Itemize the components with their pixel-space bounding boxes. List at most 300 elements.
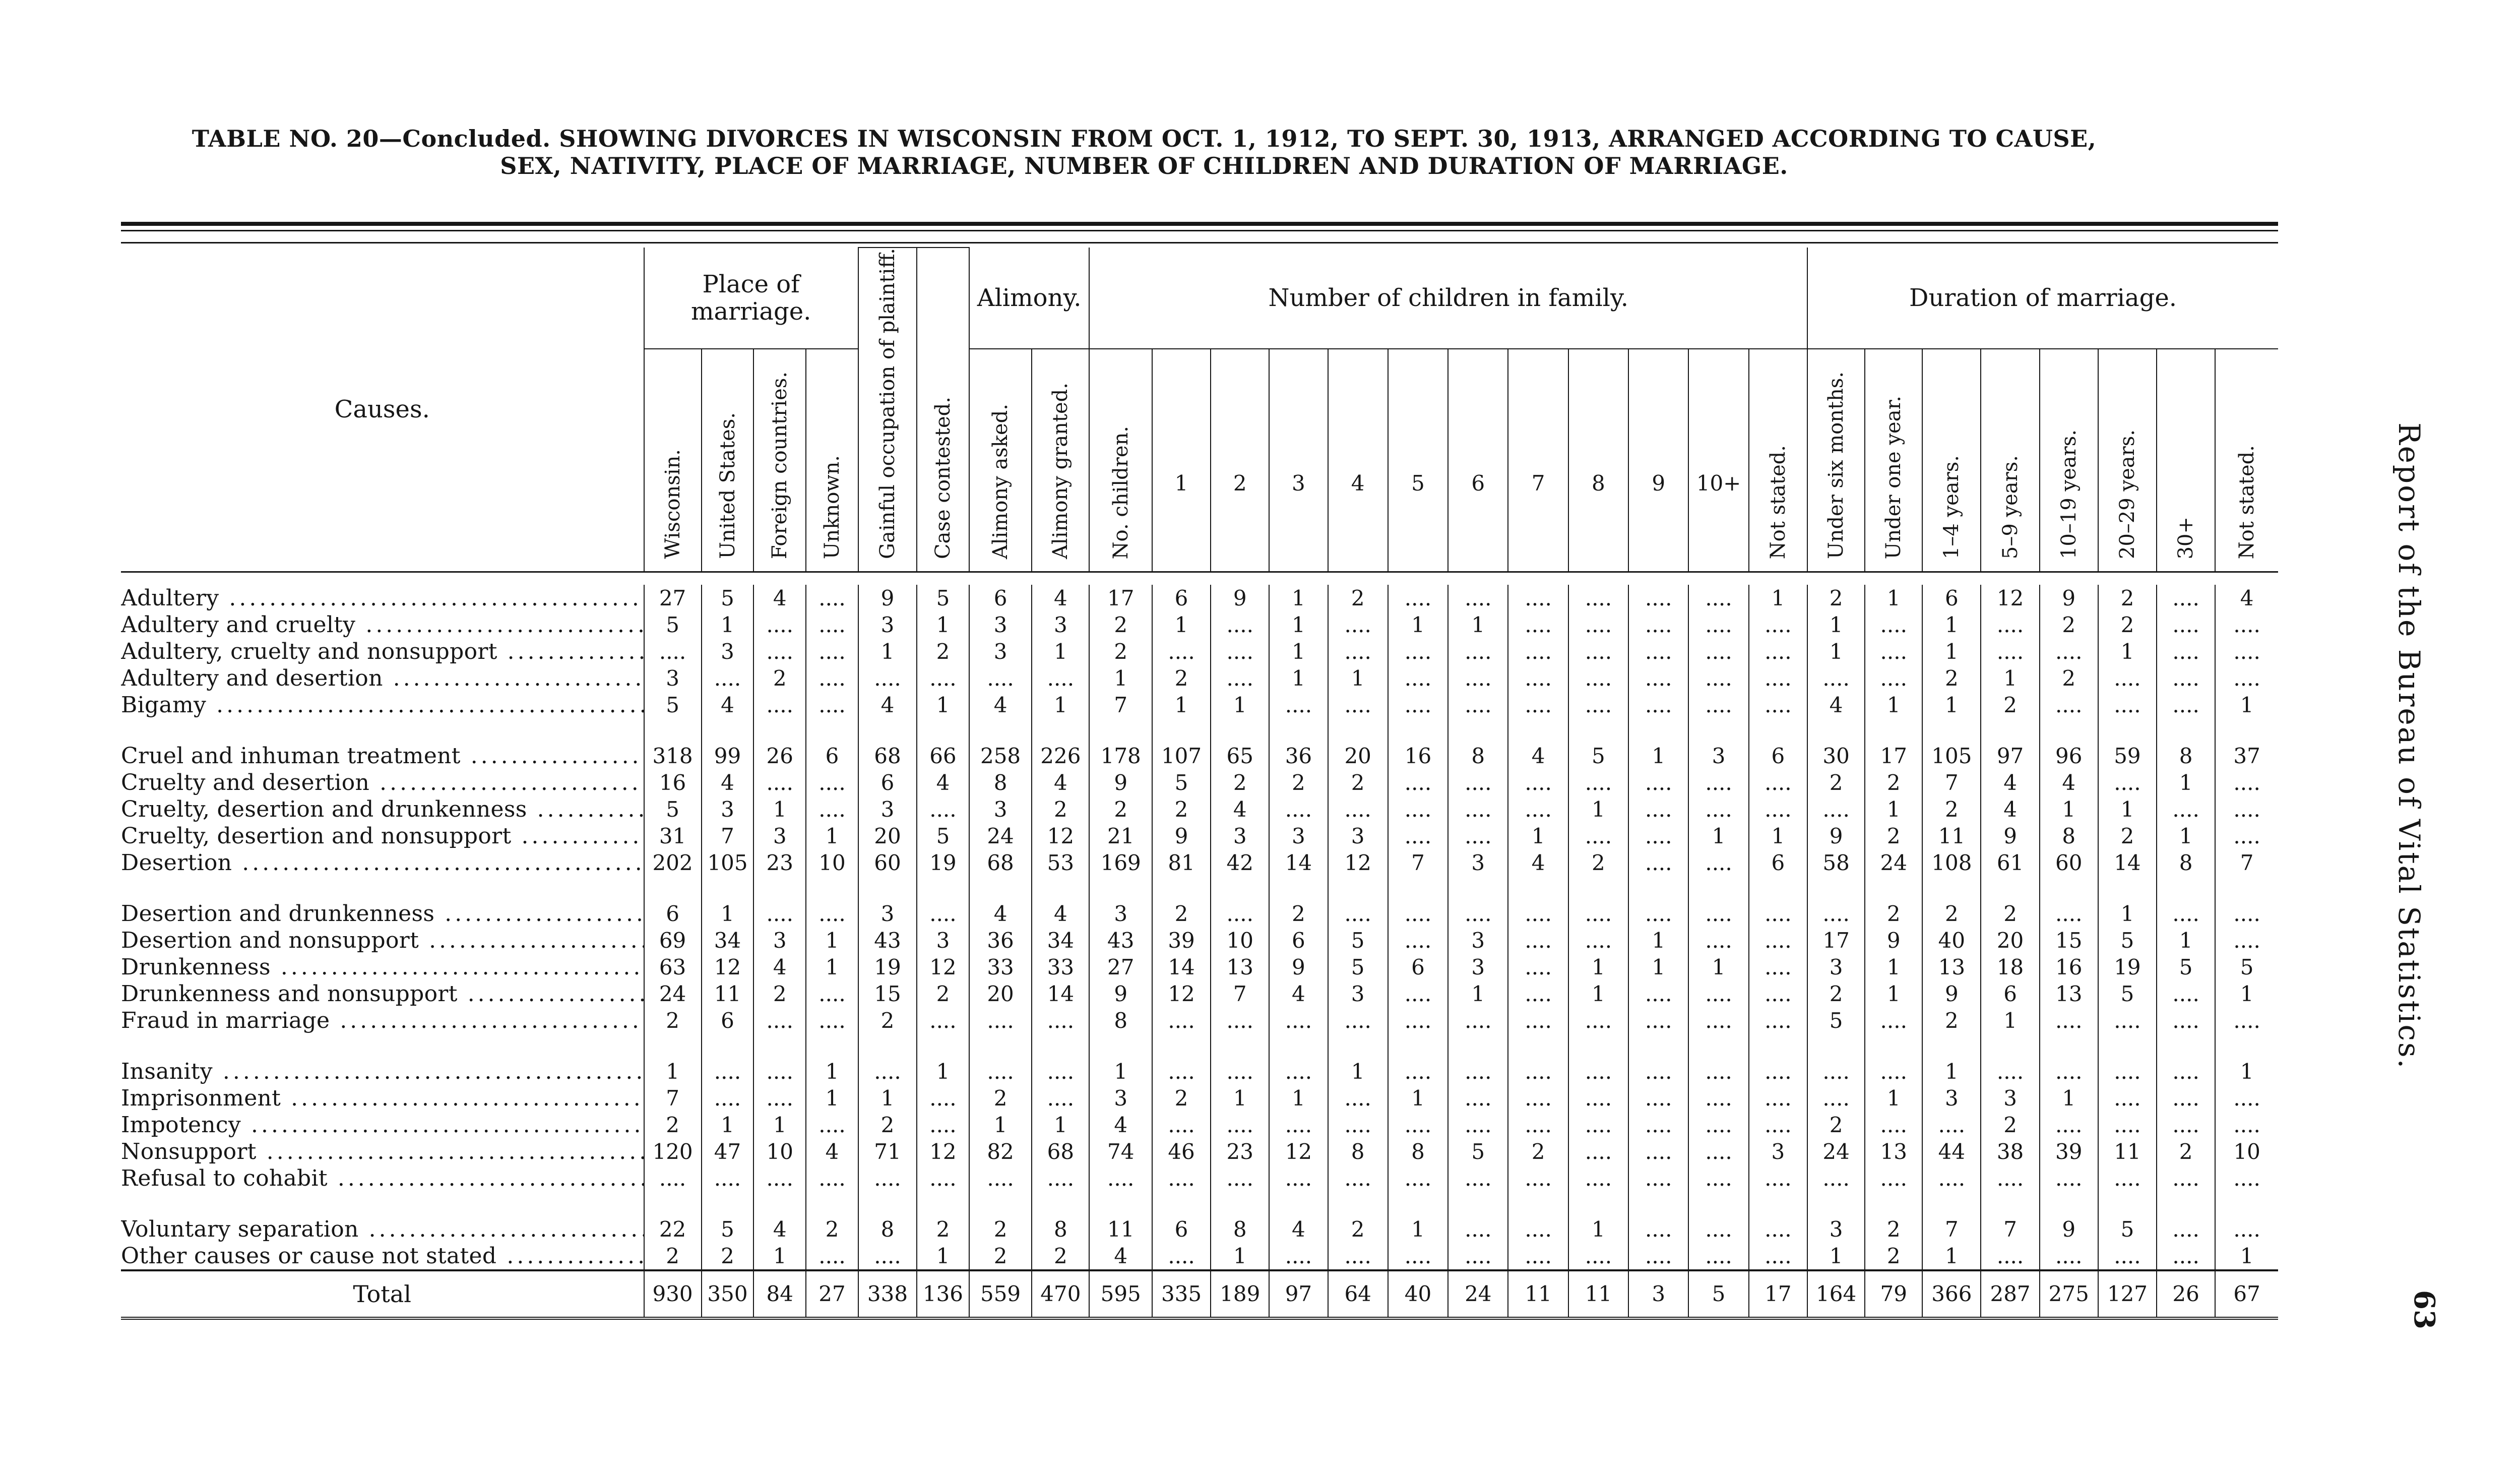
table-cell: 2 — [1152, 796, 1211, 823]
table-cell: 8 — [969, 769, 1032, 796]
table-cell: .... — [1508, 927, 1568, 954]
table-cell: 60 — [2040, 849, 2098, 876]
table-cell: 1 — [1568, 1216, 1628, 1243]
table-cell: 2 — [1089, 638, 1152, 665]
table-cell: 34 — [1032, 927, 1089, 954]
table-cell: .... — [1448, 1165, 1508, 1192]
table-cell: .... — [2215, 1007, 2278, 1034]
table-cell: .... — [1807, 796, 1865, 823]
column-header-label: Alimony asked. — [989, 403, 1013, 559]
table-cell: .... — [1568, 1243, 1628, 1270]
table-cell: .... — [1388, 692, 1448, 718]
table-cell: 2 — [1807, 769, 1865, 796]
table-cell: .... — [1568, 900, 1628, 927]
table-cell: 16 — [1388, 743, 1448, 769]
table-cell: .... — [1807, 1058, 1865, 1085]
place-of-marriage-header: Place of marriage. — [644, 248, 858, 349]
table-cell: .... — [1922, 1165, 1981, 1192]
table-cell: 18 — [1981, 954, 2039, 980]
table-cell: 5 — [2098, 927, 2157, 954]
table-cell: 1 — [1089, 665, 1152, 692]
total-cell: 275 — [2040, 1270, 2098, 1318]
table-cell: 9 — [1981, 823, 2039, 849]
table-row — [121, 954, 2278, 980]
table-cell: 4 — [1089, 1112, 1152, 1138]
table-cell: 11 — [1922, 823, 1981, 849]
table-cell: .... — [1388, 1243, 1448, 1270]
table-cell: 4 — [1807, 692, 1865, 718]
table-cell: .... — [1152, 638, 1211, 665]
table-cell: .... — [1688, 1165, 1748, 1192]
table-cell: .... — [1388, 1165, 1448, 1192]
table-cell: 6 — [1388, 954, 1448, 980]
table-cell: .... — [2040, 1007, 2098, 1034]
table-cell: 2 — [1922, 796, 1981, 823]
table-cell: 20 — [858, 823, 917, 849]
table-cell: .... — [1388, 638, 1448, 665]
table-cell: .... — [1032, 1085, 1089, 1112]
table-cell: .... — [806, 1243, 858, 1270]
table-cell: .... — [858, 665, 917, 692]
table-cell: .... — [1922, 1112, 1981, 1138]
table-cell: .... — [1749, 638, 1807, 665]
table-cell: .... — [1269, 1165, 1328, 1192]
column-header — [2215, 349, 2278, 572]
table-cell: .... — [1211, 638, 1269, 665]
table-row — [121, 1058, 2278, 1085]
column-header-label: 6 — [1471, 470, 1485, 496]
table-cell: 4 — [969, 900, 1032, 927]
table-cell: .... — [702, 1165, 754, 1192]
table-cell: 9 — [2040, 585, 2098, 611]
table-cell: .... — [1981, 611, 2039, 638]
table-cell: .... — [1032, 665, 1089, 692]
table-cell: .... — [702, 1058, 754, 1085]
column-header-label: 9 — [1652, 470, 1666, 496]
column-header-label: Not stated. — [2235, 445, 2259, 559]
table-row — [121, 823, 2278, 849]
total-cell: 24 — [1448, 1270, 1508, 1318]
table-cell: 13 — [1865, 1138, 1922, 1165]
table-cell: 68 — [858, 743, 917, 769]
table-row — [121, 1085, 2278, 1112]
group-spacer — [121, 1034, 2278, 1058]
column-header — [1388, 349, 1448, 572]
table-cell: 2 — [753, 980, 806, 1007]
table-cell: .... — [1688, 980, 1748, 1007]
table-cell: 2 — [1152, 665, 1211, 692]
table-cell: 20 — [969, 980, 1032, 1007]
table-cell: .... — [1508, 900, 1568, 927]
table-cell: 1 — [1688, 823, 1748, 849]
table-cell: .... — [806, 980, 858, 1007]
cause-label: Adultery ..... — [121, 585, 644, 611]
table-cell: 3 — [1089, 900, 1152, 927]
table-row — [121, 796, 2278, 823]
total-cell: 27 — [806, 1270, 858, 1318]
column-header — [1749, 349, 1807, 572]
table-cell: 22 — [644, 1216, 702, 1243]
table-cell: .... — [1749, 1085, 1807, 1112]
table-cell: .... — [1688, 1216, 1748, 1243]
table-cell: .... — [1568, 1058, 1628, 1085]
table-cell: 10 — [753, 1138, 806, 1165]
table-cell: .... — [917, 1007, 969, 1034]
table-cell: .... — [1628, 1216, 1688, 1243]
table-cell: 2 — [2157, 1138, 2215, 1165]
table-cell: 1 — [1211, 1085, 1269, 1112]
table-cell: .... — [969, 665, 1032, 692]
table-cell: .... — [1388, 900, 1448, 927]
cause-label: Cruelty and desertion ..... — [121, 769, 644, 796]
table-cell: .... — [1508, 1058, 1568, 1085]
table-cell: 46 — [1152, 1138, 1211, 1165]
table-row — [121, 638, 2278, 665]
table-cell: 3 — [1448, 927, 1508, 954]
table-cell: 2 — [1981, 692, 2039, 718]
table-cell: 2 — [858, 1112, 917, 1138]
table-cell: .... — [2215, 1216, 2278, 1243]
table-cell: 5 — [1807, 1007, 1865, 1034]
table-cell: 2 — [969, 1216, 1032, 1243]
table-cell: .... — [917, 1112, 969, 1138]
table-cell: .... — [2157, 1165, 2215, 1192]
table-cell: 17 — [1807, 927, 1865, 954]
table-cell: .... — [806, 1165, 858, 1192]
table-row — [121, 980, 2278, 1007]
table-cell: .... — [1508, 980, 1568, 1007]
table-cell: 3 — [753, 823, 806, 849]
table-cell: 9 — [1089, 980, 1152, 1007]
table-cell: 8 — [1211, 1216, 1269, 1243]
total-cell: 127 — [2098, 1270, 2157, 1318]
table-cell: 1 — [1508, 823, 1568, 849]
total-cell: 84 — [753, 1270, 806, 1318]
table-cell: .... — [1508, 585, 1568, 611]
table-cell: 44 — [1922, 1138, 1981, 1165]
table-cell: .... — [1749, 796, 1807, 823]
table-cell: 5 — [2098, 980, 2157, 1007]
table-cell: 2 — [644, 1007, 702, 1034]
table-cell: 5 — [644, 796, 702, 823]
table-cell: .... — [1628, 692, 1688, 718]
page-number: 63 — [2408, 1290, 2441, 1329]
table-cell: .... — [1628, 1085, 1688, 1112]
table-cell: 1 — [1269, 638, 1328, 665]
table-cell: 1 — [2098, 638, 2157, 665]
cause-label: Voluntary separation ..... — [121, 1216, 644, 1243]
column-header — [969, 349, 1032, 572]
table-cell: 1 — [2157, 769, 2215, 796]
table-cell: .... — [1568, 665, 1628, 692]
table-cell: .... — [1749, 1112, 1807, 1138]
table-cell: 1 — [1089, 1058, 1152, 1085]
table-cell: 1 — [644, 1058, 702, 1085]
column-header-label: 3 — [1292, 470, 1305, 496]
table-row — [121, 769, 2278, 796]
table-cell: 21 — [1089, 823, 1152, 849]
total-cell: 136 — [917, 1270, 969, 1318]
table-cell: .... — [1628, 980, 1688, 1007]
table-cell: .... — [1749, 1243, 1807, 1270]
table-cell: .... — [1688, 900, 1748, 927]
table-cell: 43 — [858, 927, 917, 954]
column-header-label: Foreign countries. — [768, 371, 792, 559]
table-cell: .... — [1211, 1165, 1269, 1192]
table-cell: 58 — [1807, 849, 1865, 876]
table-cell: .... — [1328, 1243, 1388, 1270]
table-cell: .... — [1807, 1085, 1865, 1112]
table-cell: .... — [1628, 769, 1688, 796]
table-cell: .... — [1388, 927, 1448, 954]
top-rule-thick — [121, 222, 2278, 226]
table-cell: .... — [1448, 692, 1508, 718]
table-cell: .... — [2157, 638, 2215, 665]
table-cell: 1 — [702, 611, 754, 638]
table-cell: 7 — [644, 1085, 702, 1112]
cause-label: Nonsupport ..... — [121, 1138, 644, 1165]
column-header-label: 30+ — [2174, 516, 2198, 559]
column-header-label: 5 — [1411, 470, 1425, 496]
table-cell: 1 — [1865, 585, 1922, 611]
table-cell: 6 — [1269, 927, 1328, 954]
table-cell: 34 — [702, 927, 754, 954]
table-cell: .... — [1865, 1007, 1922, 1034]
column-header-label: Wisconsin. — [661, 449, 684, 559]
total-cell: 366 — [1922, 1270, 1981, 1318]
table-cell: .... — [1448, 900, 1508, 927]
cause-label: Insanity ..... — [121, 1058, 644, 1085]
total-cell: 335 — [1152, 1270, 1211, 1318]
table-cell: 258 — [969, 743, 1032, 769]
table-cell: .... — [917, 1085, 969, 1112]
table-cell: .... — [1628, 611, 1688, 638]
table-cell: 3 — [917, 927, 969, 954]
table-cell: 1 — [1628, 954, 1688, 980]
table-cell: 13 — [2040, 980, 2098, 1007]
table-cell: .... — [1568, 611, 1628, 638]
table-cell: .... — [2040, 1058, 2098, 1085]
table-cell: .... — [1749, 980, 1807, 1007]
table-cell: .... — [1749, 1216, 1807, 1243]
table-cell: .... — [806, 1112, 858, 1138]
table-cell: 12 — [917, 1138, 969, 1165]
column-header — [1807, 349, 1865, 572]
table-cell: .... — [1568, 1112, 1628, 1138]
table-cell: .... — [1448, 1058, 1508, 1085]
table-cell: .... — [1749, 954, 1807, 980]
table-cell: 3 — [1328, 980, 1388, 1007]
table-cell: 2 — [644, 1243, 702, 1270]
table-cell: .... — [1688, 1112, 1748, 1138]
table-cell: 10 — [1211, 927, 1269, 954]
table-cell: .... — [2098, 665, 2157, 692]
table-cell: 4 — [1981, 796, 2039, 823]
table-cell: 82 — [969, 1138, 1032, 1165]
table-cell: 5 — [2157, 954, 2215, 980]
table-cell: 7 — [1922, 769, 1981, 796]
column-header — [702, 349, 754, 572]
table-cell: 2 — [1328, 769, 1388, 796]
table-cell: .... — [1508, 1085, 1568, 1112]
header-top-rule — [121, 242, 2278, 243]
table-cell: 6 — [1922, 585, 1981, 611]
table-cell: .... — [1448, 1243, 1508, 1270]
table-cell: .... — [1865, 1165, 1922, 1192]
table-cell: .... — [1211, 1112, 1269, 1138]
table-cell: .... — [806, 1007, 858, 1034]
table-cell: 226 — [1032, 743, 1089, 769]
table-row — [121, 585, 2278, 611]
table-cell: 5 — [1448, 1138, 1508, 1165]
table-cell: 40 — [1922, 927, 1981, 954]
table-cell: .... — [1328, 1165, 1388, 1192]
table-cell: 4 — [753, 954, 806, 980]
table-header — [121, 248, 2278, 572]
table-cell: .... — [1749, 927, 1807, 954]
table-cell: 11 — [2098, 1138, 2157, 1165]
table-cell: .... — [806, 611, 858, 638]
table-cell: .... — [1032, 1007, 1089, 1034]
table-cell: 1 — [806, 1058, 858, 1085]
table-cell: 74 — [1089, 1138, 1152, 1165]
table-cell: 1 — [806, 823, 858, 849]
table-cell: 16 — [644, 769, 702, 796]
table-cell: .... — [858, 1058, 917, 1085]
table-cell: 1 — [1922, 692, 1981, 718]
column-header — [1688, 349, 1748, 572]
table-cell: 5 — [2215, 954, 2278, 980]
table-cell: .... — [1568, 692, 1628, 718]
table-cell: 6 — [806, 743, 858, 769]
table-cell: .... — [1749, 611, 1807, 638]
table-cell: .... — [1388, 665, 1448, 692]
table-cell: 6 — [1981, 980, 2039, 1007]
table-cell: .... — [1269, 1243, 1328, 1270]
table-cell: .... — [1688, 585, 1748, 611]
group-spacer — [121, 876, 2278, 900]
table-cell: .... — [753, 900, 806, 927]
table-title-line-1: TABLE NO. 20—Concluded. SHOWING DIVORCES IN WISCONSIN FROM OCT. 1, 1912, TO SEPT. 30, 1913, ARRANGED ACCORDING TO CAUSE, — [192, 125, 2097, 152]
table-cell: 2 — [858, 1007, 917, 1034]
table-cell: 2 — [1328, 1216, 1388, 1243]
table-row — [121, 1165, 2278, 1192]
table-cell: .... — [1628, 823, 1688, 849]
table-cell: 1 — [2215, 1243, 2278, 1270]
table-cell: 2 — [1922, 665, 1981, 692]
table-cell: .... — [702, 1085, 754, 1112]
table-cell: .... — [753, 1085, 806, 1112]
table-cell: 9 — [1152, 823, 1211, 849]
table-cell: .... — [1448, 1112, 1508, 1138]
table-cell: 7 — [1211, 980, 1269, 1007]
table-cell: 1 — [1269, 665, 1328, 692]
column-header — [1865, 349, 1922, 572]
table-cell: 11 — [702, 980, 754, 1007]
table-cell: 2 — [1328, 585, 1388, 611]
table-cell: 1 — [1981, 665, 2039, 692]
table-cell: 1 — [1388, 1085, 1448, 1112]
column-header-label: 5–9 years. — [1998, 455, 2022, 559]
table-cell: 8 — [1388, 1138, 1448, 1165]
table-cell: .... — [1448, 1085, 1508, 1112]
table-cell: 3 — [1211, 823, 1269, 849]
table-cell: 1 — [1628, 927, 1688, 954]
table-cell: 24 — [1807, 1138, 1865, 1165]
table-cell: .... — [1688, 665, 1748, 692]
table-title-line-2: SEX, NATIVITY, PLACE OF MARRIAGE, NUMBER OF CHILDREN AND DURATION OF MARRIAGE. — [500, 152, 1788, 179]
table-cell: .... — [1328, 796, 1388, 823]
table-cell: 1 — [1032, 638, 1089, 665]
table-cell: .... — [644, 1165, 702, 1192]
table-cell: 17 — [1089, 585, 1152, 611]
table-cell: 3 — [1981, 1085, 2039, 1112]
column-header-label: 7 — [1531, 470, 1545, 496]
table-cell: 12 — [702, 954, 754, 980]
table-cell: 1 — [2215, 1058, 2278, 1085]
table-cell: .... — [1628, 585, 1688, 611]
table-cell: .... — [2215, 823, 2278, 849]
table-cell: .... — [2098, 1165, 2157, 1192]
table-cell: 2 — [1865, 900, 1922, 927]
table-cell: .... — [1688, 638, 1748, 665]
table-cell: 16 — [2040, 954, 2098, 980]
table-cell: .... — [2215, 1112, 2278, 1138]
table-cell: 1 — [1152, 611, 1211, 638]
table-cell: .... — [1448, 1216, 1508, 1243]
cause-label: Adultery and desertion ..... — [121, 665, 644, 692]
table-cell: 7 — [1981, 1216, 2039, 1243]
table-cell: 9 — [858, 585, 917, 611]
table-cell: 2 — [1032, 1243, 1089, 1270]
table-cell: 81 — [1152, 849, 1211, 876]
table-cell: 14 — [1152, 954, 1211, 980]
table-cell: .... — [2157, 692, 2215, 718]
table-cell: 1 — [806, 1085, 858, 1112]
table-cell: .... — [1688, 692, 1748, 718]
total-cell: 5 — [1688, 1270, 1748, 1318]
table-cell: .... — [1628, 638, 1688, 665]
column-header — [1211, 349, 1269, 572]
table-cell: 68 — [969, 849, 1032, 876]
table-cell: .... — [1211, 1007, 1269, 1034]
table-cell: .... — [2040, 1165, 2098, 1192]
table-cell: 3 — [702, 638, 754, 665]
table-cell: .... — [1628, 1058, 1688, 1085]
table-cell: .... — [1448, 638, 1508, 665]
table-cell: 6 — [1749, 743, 1807, 769]
table-cell: .... — [702, 665, 754, 692]
table-cell: .... — [1388, 1007, 1448, 1034]
table-cell: 1 — [1865, 1085, 1922, 1112]
table-cell: .... — [1448, 585, 1508, 611]
column-header — [1152, 349, 1211, 572]
table-cell: .... — [1388, 980, 1448, 1007]
table-cell: 11 — [1089, 1216, 1152, 1243]
table-cell: .... — [1865, 665, 1922, 692]
table-cell: .... — [1508, 769, 1568, 796]
table-cell: 14 — [1032, 980, 1089, 1007]
table-cell: 12 — [1328, 849, 1388, 876]
table-cell: 4 — [917, 769, 969, 796]
table-cell: 2 — [969, 1243, 1032, 1270]
table-cell: .... — [2157, 1058, 2215, 1085]
table-cell: .... — [806, 692, 858, 718]
column-header-label: 20–29 years. — [2115, 429, 2139, 559]
table-cell: .... — [1568, 1138, 1628, 1165]
table-cell: 1 — [1032, 692, 1089, 718]
table-cell: 1 — [917, 692, 969, 718]
